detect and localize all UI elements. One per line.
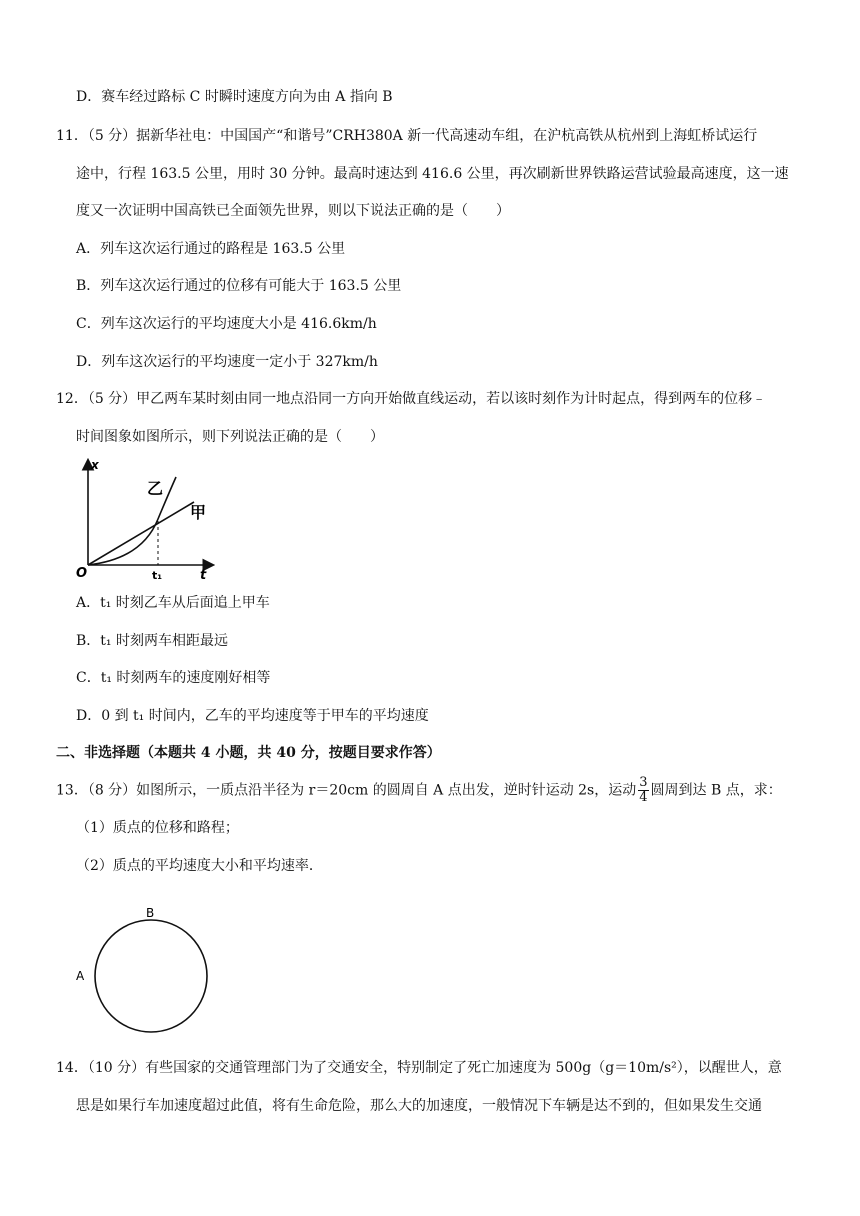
t1-label: t₁	[152, 569, 163, 582]
q13-stem	[56, 776, 782, 805]
q13-frac-num: 3	[639, 775, 648, 790]
q11-option-d: D．列车这次运行的平均速度一定小于 327km/h	[76, 354, 378, 370]
q12-option-b: B．t₁ 时刻两车相距最远	[76, 633, 228, 649]
point-b-label: B	[146, 906, 155, 920]
origin-label: O	[76, 566, 88, 581]
q11-stem-line2: 途中，行程 163.5 公里，用时 30 分钟。最高时速达到 416.6 公里，再次刷新世界铁路运营试验最高速度，这一速	[76, 166, 789, 182]
q12-xt-graph	[76, 455, 226, 585]
q12-option-a: A．t₁ 时刻乙车从后面追上甲车	[76, 595, 270, 611]
q13-circle-figure	[70, 900, 220, 1040]
y-axis-label: x	[91, 458, 99, 472]
yi-label: 乙	[147, 479, 164, 498]
point-a-label: A	[76, 969, 85, 983]
q11-option-c: C．列车这次运行的平均速度大小是 416.6km/h	[76, 316, 377, 332]
q11-option-b: B．列车这次运行通过的位移有可能大于 163.5 公里	[76, 278, 402, 294]
section2-heading: 二、非选择题（本题共 4 小题，共 40 分，按题目要求作答）	[56, 745, 441, 761]
q11-stem-line3: 度又一次证明中国高铁已全面领先世界，则以下说法正确的是（ ）	[76, 203, 510, 219]
jia-line	[88, 502, 194, 565]
q12-option-c: C．t₁ 时刻两车的速度刚好相等	[76, 670, 271, 686]
q14-stem-line1: 14．（10 分）有些国家的交通管理部门为了交通安全，特别制定了死亡加速度为 500g（g＝10m/s²），以醒世人，意	[56, 1060, 782, 1076]
q13-stem-after: 圆周到达 B 点，求：	[650, 782, 782, 799]
circle	[95, 920, 207, 1032]
q12-stem-line1: 12．（5 分）甲乙两车某时刻由同一地点沿同一方向开始做直线运动，若以该时刻作为计时起点，得到两车的位移﹣	[56, 391, 767, 407]
q12-option-d: D．0 到 t₁ 时间内，乙车的平均速度等于甲车的平均速度	[76, 708, 429, 724]
x-axis-label: t	[200, 568, 207, 583]
q12-stem-line2: 时间图象如图所示，则下列说法正确的是（ ）	[76, 429, 384, 445]
q13-fraction	[638, 776, 648, 805]
q10-option-d: D．赛车经过路标 C 时瞬时速度方向为由 A 指向 B	[76, 89, 393, 105]
jia-label: 甲	[190, 503, 207, 522]
q13-sub2: （2）质点的平均速度大小和平均速率．	[76, 858, 323, 874]
q13-frac-den: 4	[639, 790, 648, 805]
q13-stem-before: 13．（8 分）如图所示，一质点沿半径为 r＝20cm 的圆周自 A 点出发，逆时针运动 2s，运动	[56, 782, 637, 799]
q11-stem-line1: 11．（5 分）据新华社电：中国国产“和谐号”CRH380A 新一代高速动车组，在沪杭高铁从杭州到上海虹桥试运行	[56, 128, 758, 144]
q13-sub1: （1）质点的位移和路程；	[76, 820, 239, 836]
q11-option-a: A．列车这次运行通过的路程是 163.5 公里	[76, 241, 346, 257]
q14-stem-line2: 思是如果行车加速度超过此值，将有生命危险，那么大的加速度，一般情况下车辆是达不到的，但如果发生交通	[76, 1098, 762, 1114]
